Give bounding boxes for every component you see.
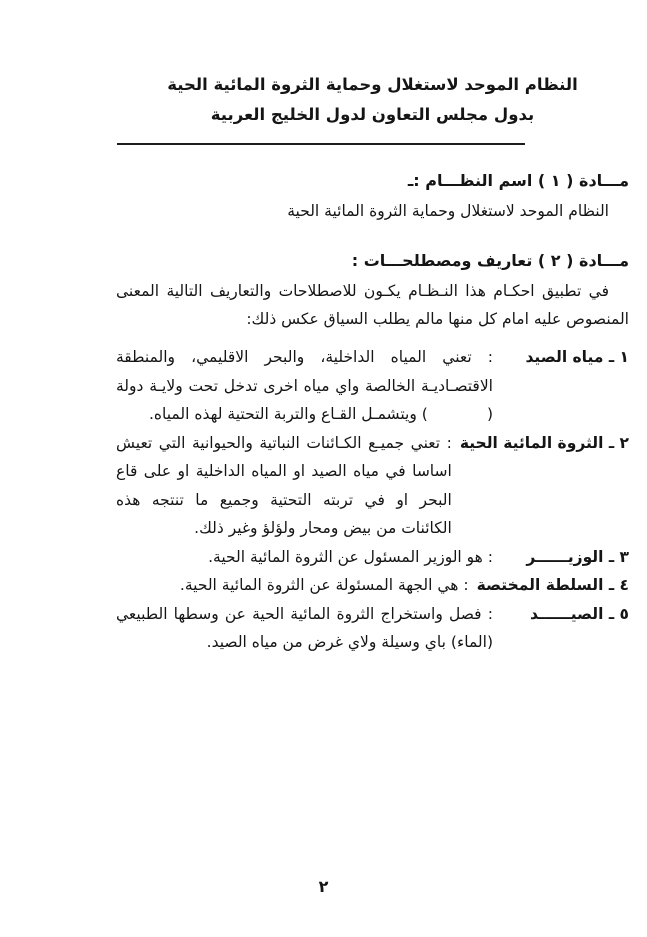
definition-term: ١ ـ مياه الصيد [525, 348, 629, 366]
article-2-heading: مـــادة ( ٢ ) تعاريف ومصطلحـــات : [351, 251, 629, 270]
definition-item-3 [116, 543, 629, 572]
page-footer [0, 873, 647, 901]
definition-text: : هي الجهة المسئولة عن الثروة المائية الحية. [179, 576, 469, 594]
title-line-1: النظام الموحد لاستغلال وحماية الثروة المائية الحية [167, 75, 578, 94]
document-title-block [116, 70, 629, 130]
definition-item-1 [116, 343, 629, 429]
definition-text: : هو الوزير المسئول عن الثروة المائية الحية. [208, 547, 493, 566]
definition-term: ٣ ـ الوزيــــــر [526, 547, 629, 566]
definition-term: ٤ ـ السلطة المختصة [476, 576, 629, 594]
definition-text: : تعني جميـع الكـائنات النباتية والحيوانية التي تعيش اساسا في مياه الصيد او المياه الداخلية او على قاع البحر او في تربته التحتية وجميع ما تنتجه هذه الكائنات من بيض ومحار ولؤلؤ وغير ذلك. [116, 433, 452, 537]
article-1-heading: مـــادة ( ١ ) اسم النظـــام :ـ [407, 171, 629, 190]
article-2 [116, 247, 629, 657]
definition-text: : فصل واستخراج الثروة المائية الحية عن وسطها الطبيعي (الماء) باي وسيلة ولاي غرض من مياه الصيد. [116, 604, 493, 651]
definition-term: ٥ ـ الصيــــــد [529, 604, 629, 623]
definition-item-4 [116, 571, 629, 600]
title-divider [117, 143, 525, 145]
definition-text: : تعني المياه الداخلية، والبحر الاقليمي، والمنطقة الاقتصـاديـة الخالصة واي مياه اخرى تدخل تحت ولايـة دولة ( ) ويتشمـل القـاع والتربة التحتية لهذه المياه. [116, 348, 493, 423]
article-1 [116, 167, 629, 225]
definition-item-5 [116, 600, 629, 657]
title-line-2: بدول مجلس التعاون لدول الخليج العربية [210, 105, 535, 124]
definitions-list [116, 343, 629, 657]
page-number: ٢ [318, 877, 329, 896]
article-2-intro: في تطبيق احكـام هذا النـظـام يكـون للاصطلاحات والتعاريف التالية المعنى المنصوص عليه امام كل منها مالم يطلب السياق عكس ذلك: [116, 282, 629, 328]
definition-term: ٢ ـ الثروة المائية الحية [459, 433, 629, 452]
definition-item-2 [116, 429, 629, 543]
article-1-body: النظام الموحد لاستغلال وحماية الثروة المائية الحية [287, 202, 609, 220]
